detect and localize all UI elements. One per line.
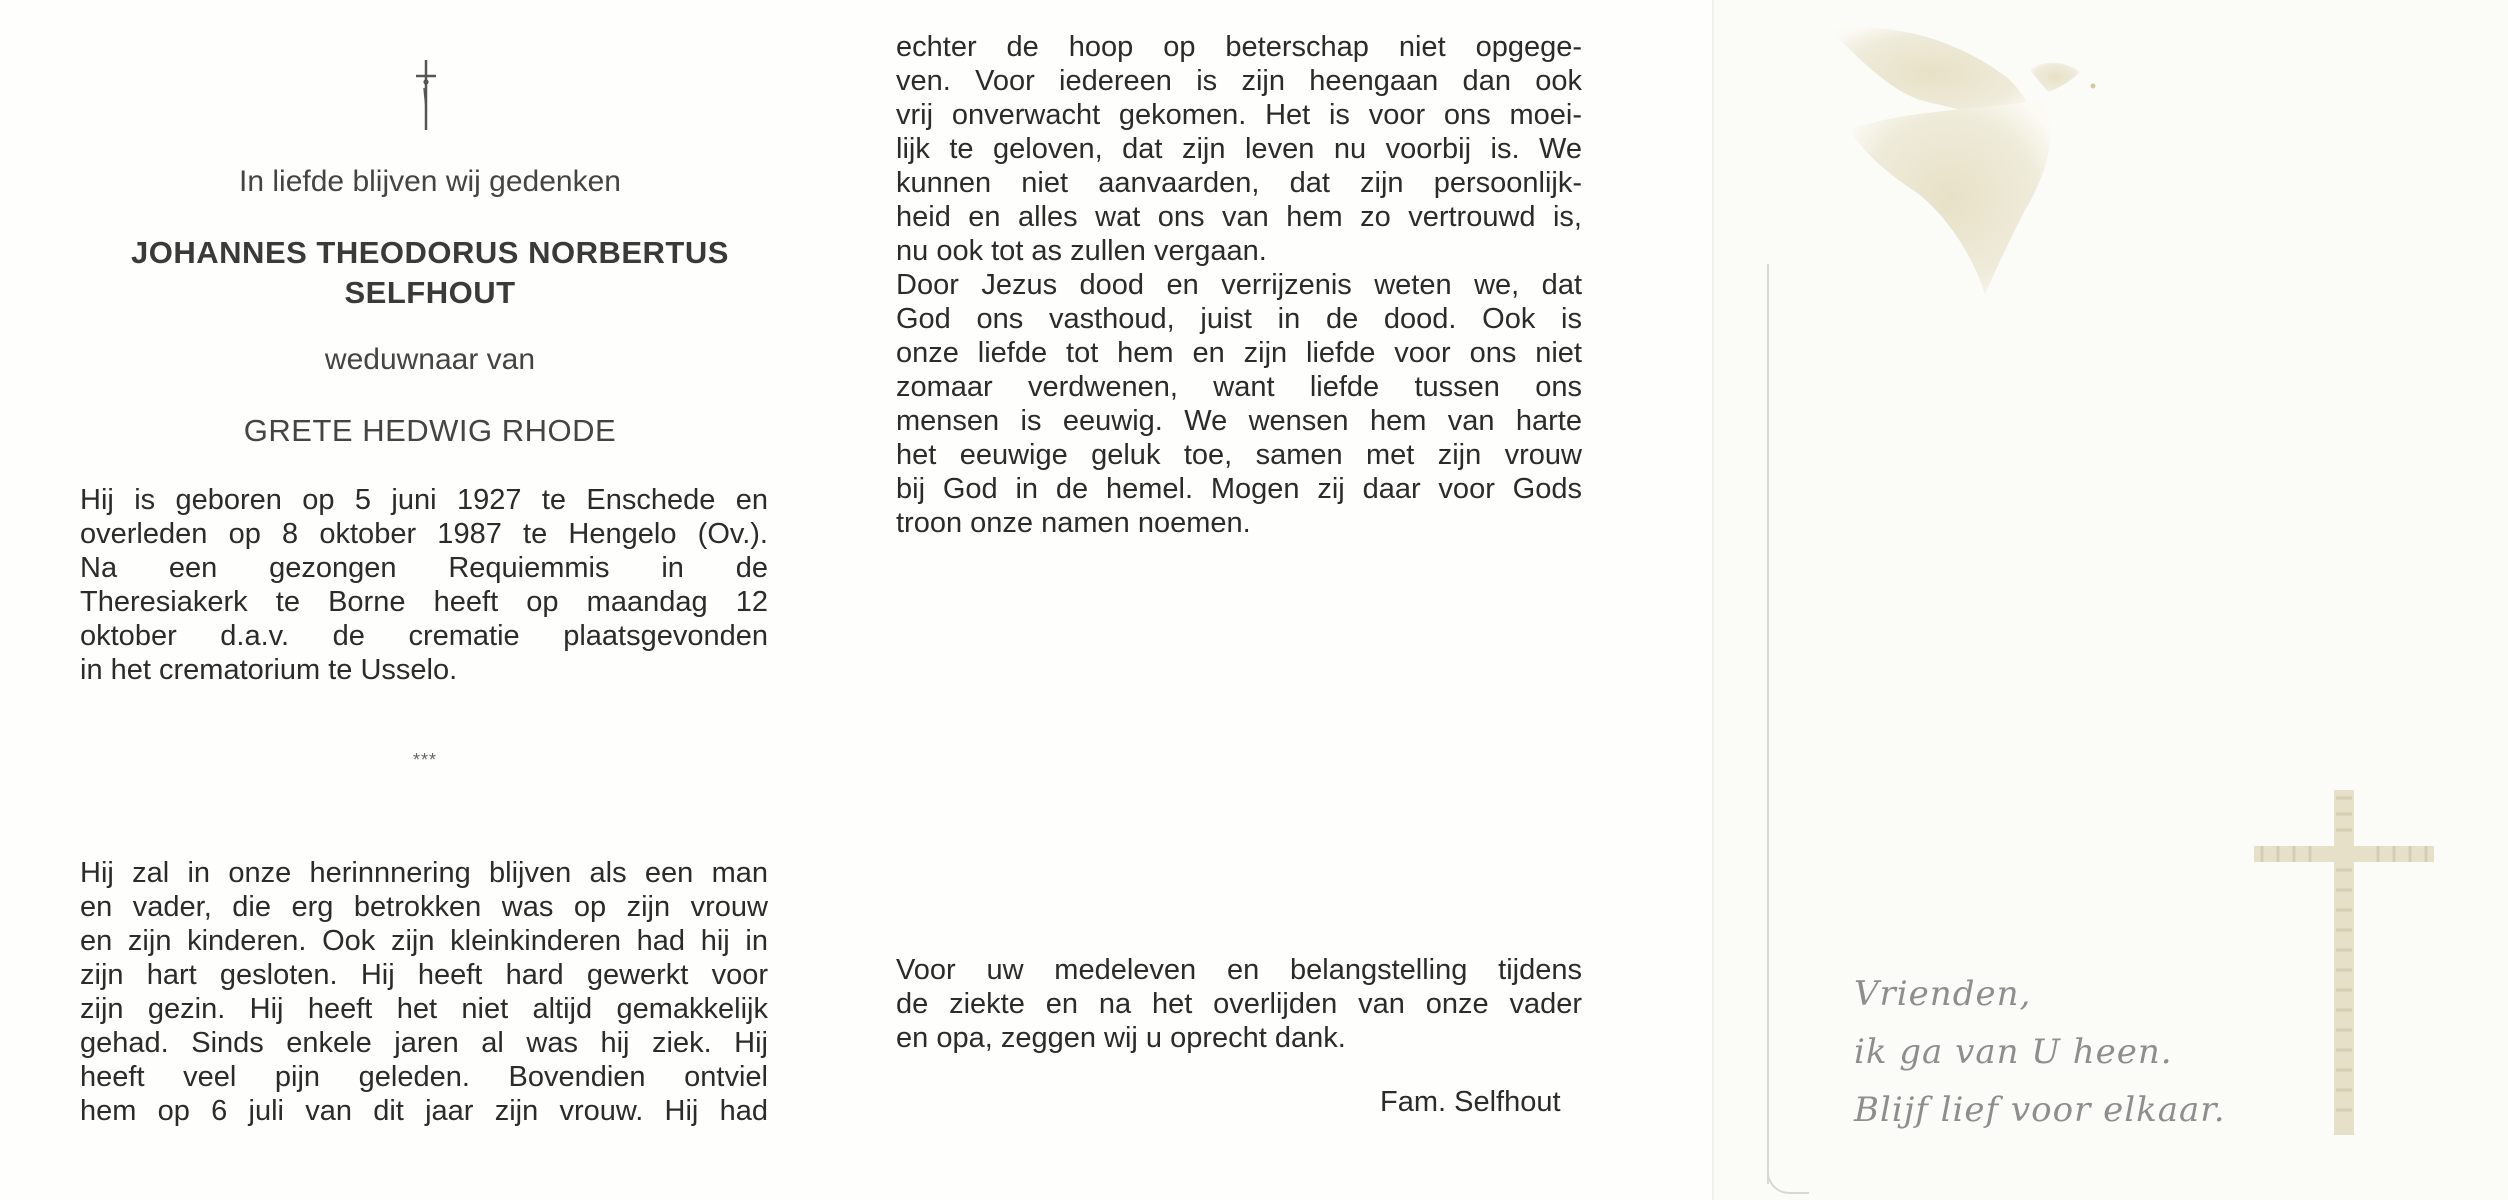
poem-line: Vrienden, [1854,974,2032,1014]
deceased-name-line1: JOHANNES THEODORUS NORBERTUS [131,235,729,270]
paragraph-line: oktober d.a.v. de crematie plaatsgevonden [80,620,768,652]
widower-label: weduwnaar van [324,343,536,376]
dove-icon [1810,10,2150,310]
memory-paragraph [80,856,768,1128]
paragraph-line: gehad. Sinds enkele jaren al was hij ziek. Hij [80,1027,768,1059]
paragraph-line: onze liefde tot hem en zijn liefde voor ons niet [896,337,1582,369]
poem-line: Blijf lief voor elkaar. [1854,1090,2226,1130]
paragraph-line: Hij zal in onze herinnnering blijven als een man [80,857,768,889]
continuation-paragraph [896,30,1582,540]
paragraph-line: zijn gezin. Hij heeft het niet altijd gemakkelijk [80,993,768,1025]
paragraph-line: echter de hoop op beterschap niet opgege- [896,31,1582,63]
paragraph-line: het eeuwige geluk toe, samen met zijn vrouw [896,439,1582,471]
birth-paragraph [80,483,768,687]
paragraph-line: heeft veel pijn geleden. Bovendien ontviel [80,1061,768,1093]
poem-line: ik ga van U heen. [1854,1032,2173,1072]
paragraph-line: Hij is geboren op 5 juni 1927 te Enschede en [80,484,768,516]
crucifix-icon [413,58,439,130]
spouse-name: GRETE HEDWIG RHODE [243,413,617,448]
paragraph-line: en opa, zeggen wij u oprecht dank. [896,1022,1346,1054]
frame-corner [1767,1170,1809,1194]
intro-text: In liefde blijven wij gedenken [239,165,621,198]
paragraph-line: nu ook tot as zullen vergaan. [896,235,1267,267]
paragraph-line: overleden op 8 oktober 1987 te Hengelo (Ov.). [80,518,768,550]
paragraph-line: zomaar verdwenen, want liefde tussen ons [896,371,1582,403]
paragraph-line: Theresiakerk te Borne heeft op maandag 12 [80,586,768,618]
paragraph-line: lijk te geloven, dat zijn leven nu voorbij is. We [896,133,1582,165]
right-panel [1712,0,2508,1200]
deceased-name-line2: SELFHOUT [344,275,516,310]
paragraph-line: Voor uw medeleven en belangstelling tijdens [896,954,1582,986]
paragraph-line: en zijn kinderen. Ook zijn kleinkinderen had hij in [80,925,768,957]
paragraph-line: Door Jezus dood en verrijzenis weten we, dat [896,269,1582,301]
paragraph-line: ven. Voor iedereen is zijn heengaan dan ook [896,65,1582,97]
section-separator: *** [412,750,437,770]
farewell-poem [1854,965,2226,1139]
paragraph-line: troon onze namen noemen. [896,507,1251,539]
gold-cross-icon [2254,790,2434,1135]
paragraph-line: heid en alles wat ons van hem zo vertrouwd is, [896,201,1582,233]
thanks-paragraph [896,953,1582,1055]
paragraph-line: God ons vasthoud, juist in de dood. Ook is [896,303,1582,335]
paragraph-line: kunnen niet aanvaarden, dat zijn persoonlijk- [896,167,1582,199]
paragraph-line: de ziekte en na het overlijden van onze vader [896,988,1582,1020]
paragraph-line: in het crematorium te Usselo. [80,654,458,686]
paragraph-line: zijn hart gesloten. Hij heeft hard gewerkt voor [80,959,768,991]
deceased-name [60,233,800,313]
middle-panel [860,0,1710,1200]
paragraph-line: hem op 6 juli van dit jaar zijn vrouw. Hij had [80,1095,768,1127]
paragraph-line: vrij onverwacht gekomen. Het is voor ons moei- [896,99,1582,131]
frame-border [1767,264,1769,1184]
family-signature: Fam. Selfhout [1380,1086,1561,1118]
paragraph-line: mensen is eeuwig. We wensen hem van harte [896,405,1582,437]
paragraph-line: bij God in de hemel. Mogen zij daar voor Gods [896,473,1582,505]
paragraph-line: en vader, die erg betrokken was op zijn vrouw [80,891,768,923]
paragraph-line: Na een gezongen Requiemmis in de [80,552,768,584]
left-panel [0,0,860,1200]
